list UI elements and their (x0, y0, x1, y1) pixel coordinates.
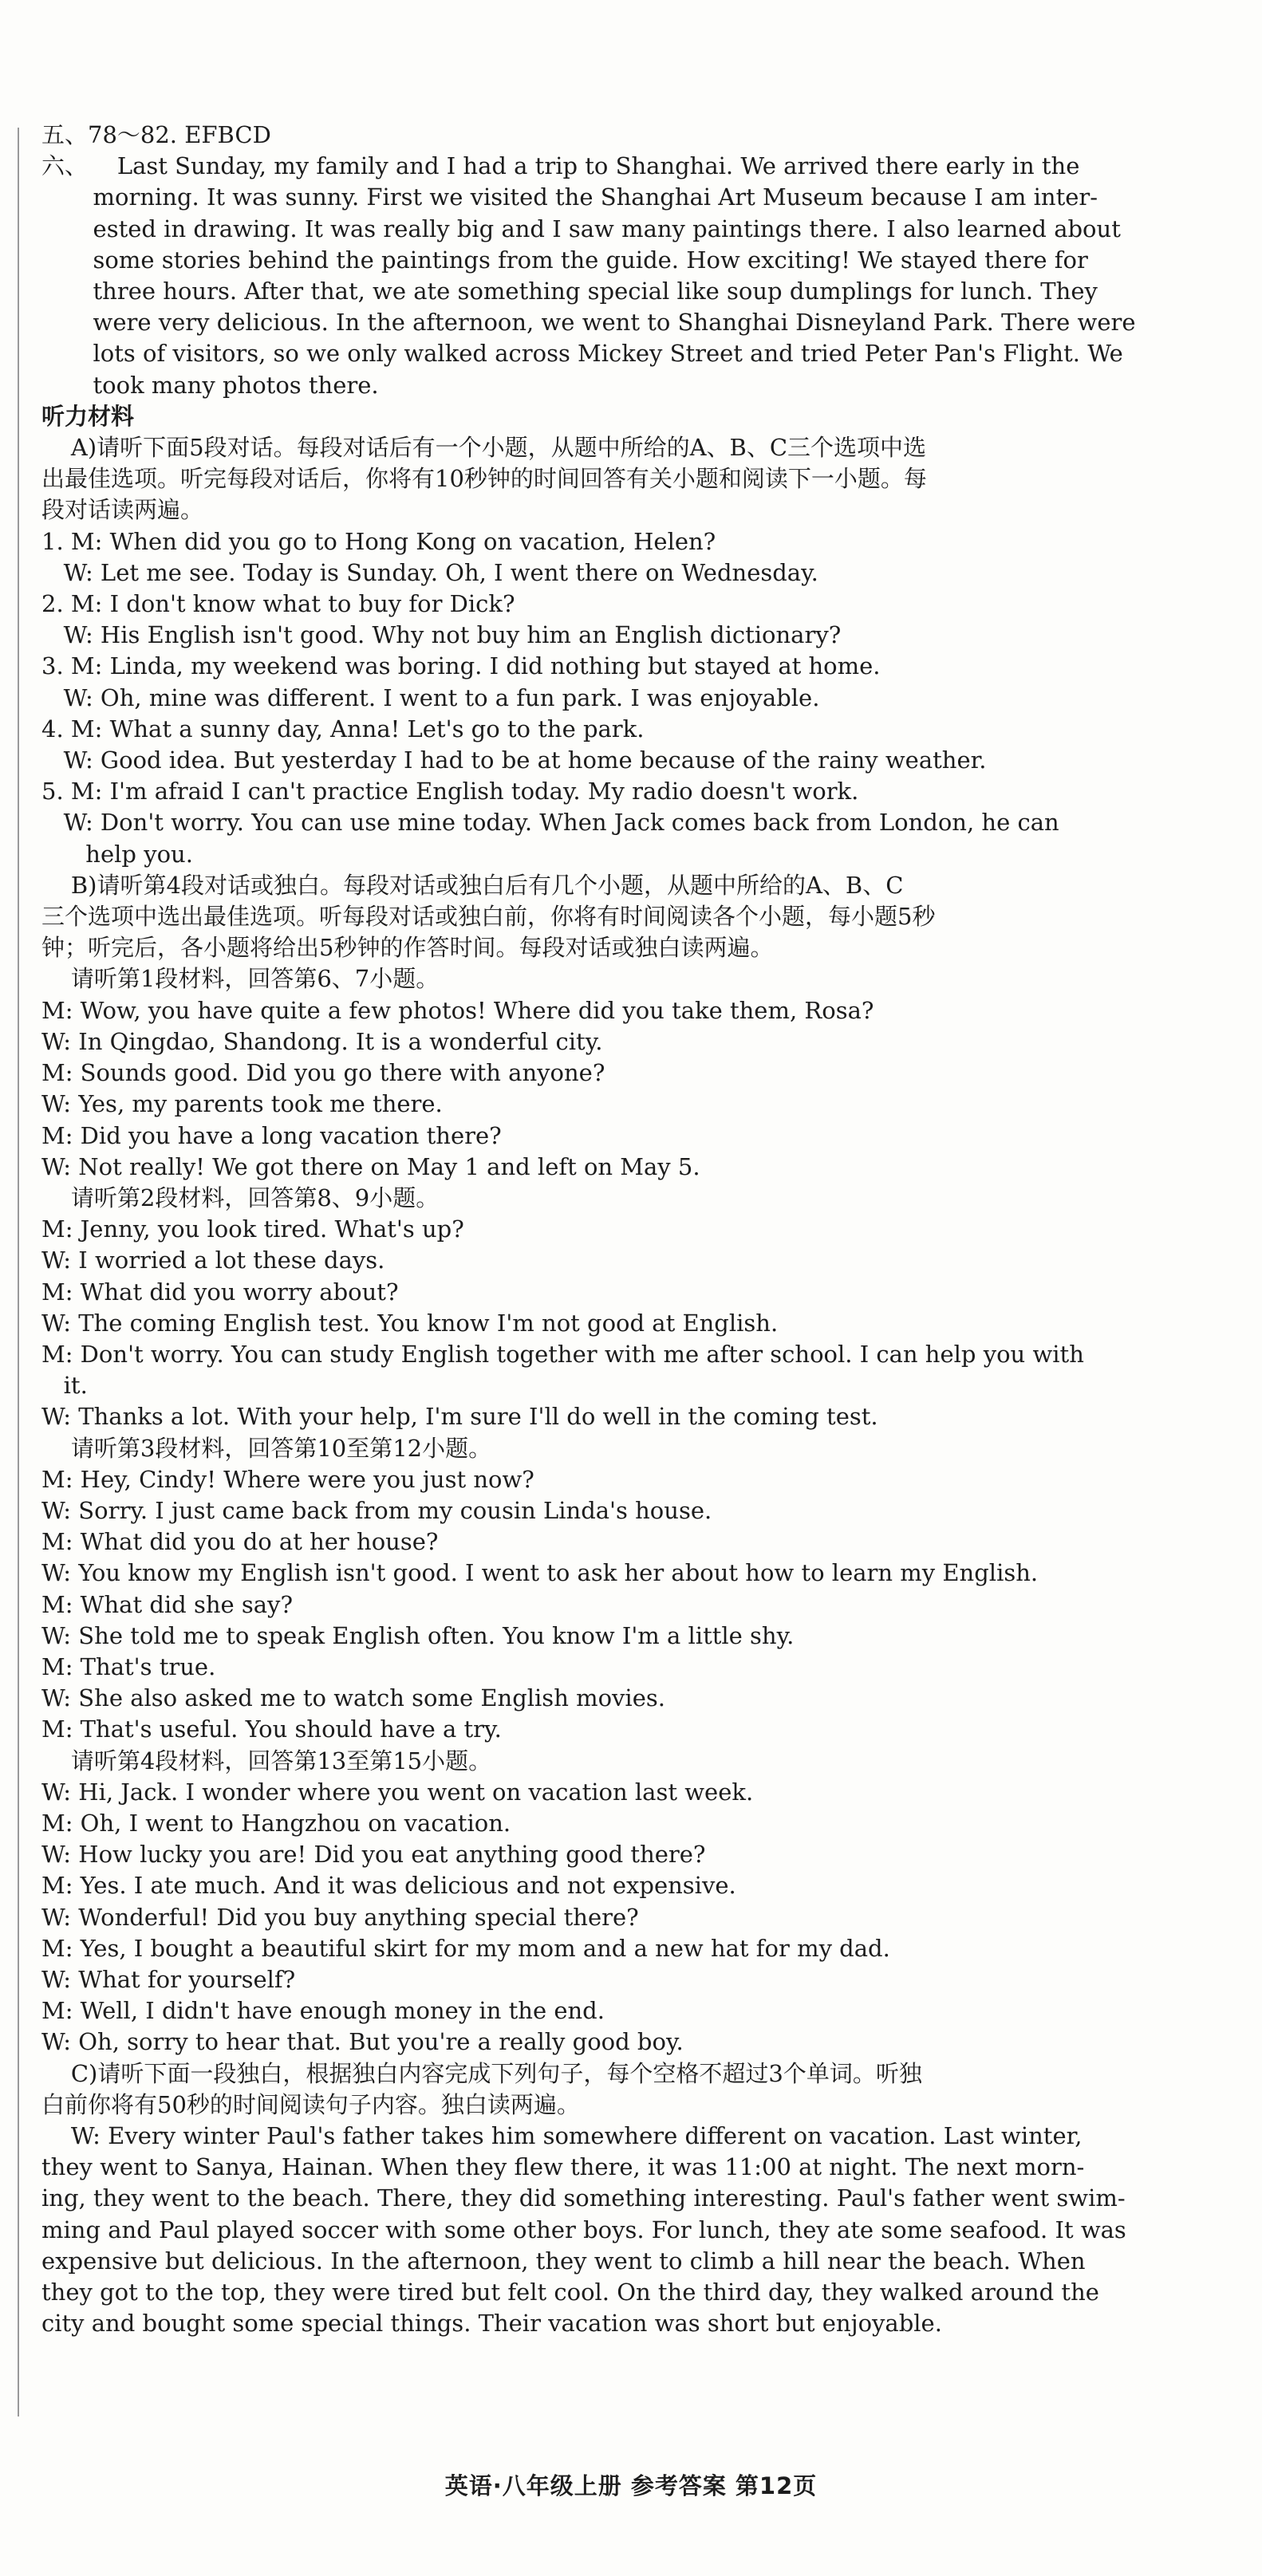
dialogue-line: M: Oh, I went to Hangzhou on vacation. (41, 1809, 511, 1837)
dialogue-line: 1. M: When did you go to Hong Kong on vacation, Helen? (41, 527, 716, 555)
instruction-line: 请听第4段材料，回答第13至第15小题。 (41, 1747, 492, 1774)
dialogue-line: W: Not really! We got there on May 1 and left on May 5. (41, 1152, 700, 1180)
dialogue-line: 4. M: What a sunny day, Anna! Let's go to the park. (41, 715, 645, 742)
monologue-line: ming and Paul played soccer with some other boys. For lunch, they ate some seafood. It was (41, 2216, 1126, 2243)
dialogue-line: W: Good idea. But yesterday I had to be at home because of the rainy weather. (41, 746, 987, 774)
instruction-line: 请听第3段材料，回答第10至第12小题。 (41, 1434, 492, 1462)
instruction-line: C)请听下面一段独白，根据独白内容完成下列句子，每个空格不超过3个单词。听独 (41, 2059, 922, 2087)
dialogue-line: W: His English isn't good. Why not buy him an English dictionary? (41, 621, 842, 649)
monologue-line: W: Every winter Paul's father takes him somewhere different on vacation. Last winter, (41, 2122, 1083, 2149)
dialogue-line: M: Wow, you have quite a few photos! Where did you take them, Rosa? (41, 996, 874, 1024)
dialogue-line: W: The coming English test. You know I'm not good at English. (41, 1309, 779, 1337)
instruction-line: B)请听第4段对话或独白。每段对话或独白后有几个小题，从题中所给的A、B、C (41, 871, 904, 899)
dialogue-line: W: Yes, my parents took me there. (41, 1090, 443, 1118)
instruction-line: 三个选项中选出最佳选项。听每段对话或独白前，你将有时间阅读各个小题，每小题5秒 (41, 903, 936, 931)
dialogue-line: W: In Qingdao, Shandong. It is a wonderful city. (41, 1027, 603, 1055)
dialogue-line: M: Yes, I bought a beautiful skirt for my mom and a new hat for my dad. (41, 1934, 890, 1962)
instruction-line: 请听第2段材料，回答第8、9小题。 (41, 1184, 440, 1211)
essay-line: some stories behind the paintings from the guide. How exciting! We stayed there for (41, 246, 1088, 274)
monologue-line: ing, they went to the beach. There, they did something interesting. Paul's father went swim- (41, 2184, 1126, 2212)
instruction-line: 段对话读两遍。 (41, 496, 204, 524)
dialogue-line: 3. M: Linda, my weekend was boring. I did nothing but stayed at home. (41, 652, 881, 680)
essay-line: 六、 Last Sunday, my family and I had a trip to Shanghai. We arrived there early in the (41, 152, 1080, 180)
monologue-line: city and bought some special things. Their vacation was short but enjoyable. (41, 2310, 942, 2338)
dialogue-line: W: Sorry. I just came back from my cousin Linda's house. (41, 1496, 712, 1524)
dialogue-line: W: Hi, Jack. I wonder where you went on vacation last week. (41, 1778, 754, 1806)
dialogue-line: W: What for yourself? (41, 1965, 296, 1993)
dialogue-line: 2. M: I don't know what to buy for Dick? (41, 590, 515, 618)
dialogue-line: W: You know my English isn't good. I went to ask her about how to learn my English. (41, 1559, 1039, 1587)
dialogue-line: W: She also asked me to watch some English movies. (41, 1684, 665, 1712)
dialogue-line: W: Don't worry. You can use mine today. When Jack comes back from London, he can (41, 809, 1059, 837)
monologue-line: they got to the top, they were tired but felt cool. On the third day, they walked around the (41, 2279, 1099, 2306)
dialogue-line: M: Sounds good. Did you go there with anyone? (41, 1059, 605, 1087)
dialogue-line: M: Did you have a long vacation there? (41, 1121, 502, 1149)
dialogue-line: M: What did you worry about? (41, 1278, 399, 1306)
instruction-line: 出最佳选项。听完每段对话后，你将有10秒钟的时间回答有关小题和阅读下一小题。每 (41, 465, 927, 493)
dialogue-line: it. (41, 1372, 88, 1400)
dialogue-line: help you. (41, 840, 193, 868)
dialogue-line: M: What did you do at her house? (41, 1528, 439, 1556)
essay-line: lots of visitors, so we only walked across Mickey Street and tried Peter Pan's Flight. We (41, 340, 1123, 368)
dialogue-line: W: Oh, sorry to hear that. But you're a really good boy. (41, 2028, 684, 2056)
dialogue-line: W: I worried a lot these days. (41, 1247, 385, 1274)
dialogue-line: W: How lucky you are! Did you eat anything good there? (41, 1841, 706, 1869)
dialogue-line: M: That's useful. You should have a try. (41, 1715, 502, 1743)
dialogue-line: W: Let me see. Today is Sunday. Oh, I went there on Wednesday. (41, 558, 818, 586)
monologue-line: they went to Sanya, Hainan. When they flew there, it was 11:00 at night. The next morn- (41, 2153, 1085, 2181)
dialogue-line: M: Well, I didn't have enough money in the end. (41, 1997, 605, 2025)
dialogue-line: M: That's true. (41, 1652, 216, 1680)
dialogue-line: W: She told me to speak English often. You know I'm a little shy. (41, 1621, 795, 1649)
instruction-line: 钟；听完后，各小题将给出5秒钟的作答时间。每段对话或独白读两遍。 (41, 934, 774, 962)
essay-line: were very delicious. In the afternoon, we went to Shanghai Disneyland Park. There were (41, 309, 1136, 337)
essay-line: morning. It was sunny. First we visited the Shanghai Art Museum because I am inter- (41, 183, 1098, 211)
dialogue-line: M: Jenny, you look tired. What's up? (41, 1215, 464, 1243)
dialogue-line: W: Thanks a lot. With your help, I'm sure I'll do well in the coming test. (41, 1403, 878, 1431)
page-footer: 英语·八年级上册 参考答案 第12页 (444, 2472, 818, 2499)
section-five-answers: 五、78～82. EFBCD (41, 121, 271, 148)
instruction-line: 白前你将有50秒的时间阅读句子内容。独白读两遍。 (41, 2090, 580, 2118)
essay-line: ested in drawing. It was really big and I saw many paintings there. I also learned about (41, 215, 1121, 242)
monologue-line: expensive but delicious. In the afternoon, they went to climb a hill near the beach. When (41, 2247, 1086, 2275)
margin-rule (18, 128, 19, 2416)
dialogue-line: W: Oh, mine was different. I went to a fun park. I was enjoyable. (41, 683, 820, 711)
listening-heading: 听力材料 (41, 402, 135, 430)
dialogue-line: M: What did she say? (41, 1590, 293, 1618)
answer-key-text (41, 120, 1216, 2339)
essay-line: took many photos there. (41, 371, 379, 399)
dialogue-line: M: Hey, Cindy! Where were you just now? (41, 1465, 534, 1493)
dialogue-line: M: Don't worry. You can study English together with me after school. I can help you with (41, 1340, 1084, 1368)
dialogue-line: M: Yes. I ate much. And it was delicious and not expensive. (41, 1872, 736, 1900)
instruction-line: 请听第1段材料，回答第6、7小题。 (41, 965, 440, 993)
essay-line: three hours. After that, we ate something special like soup dumplings for lunch. They (41, 278, 1098, 305)
dialogue-line: W: Wonderful! Did you buy anything special there? (41, 1903, 639, 1931)
dialogue-line: 5. M: I'm afraid I can't practice English today. My radio doesn't work. (41, 778, 859, 805)
instruction-line: A)请听下面5段对话。每段对话后有一个小题，从题中所给的A、B、C三个选项中选 (41, 434, 927, 462)
